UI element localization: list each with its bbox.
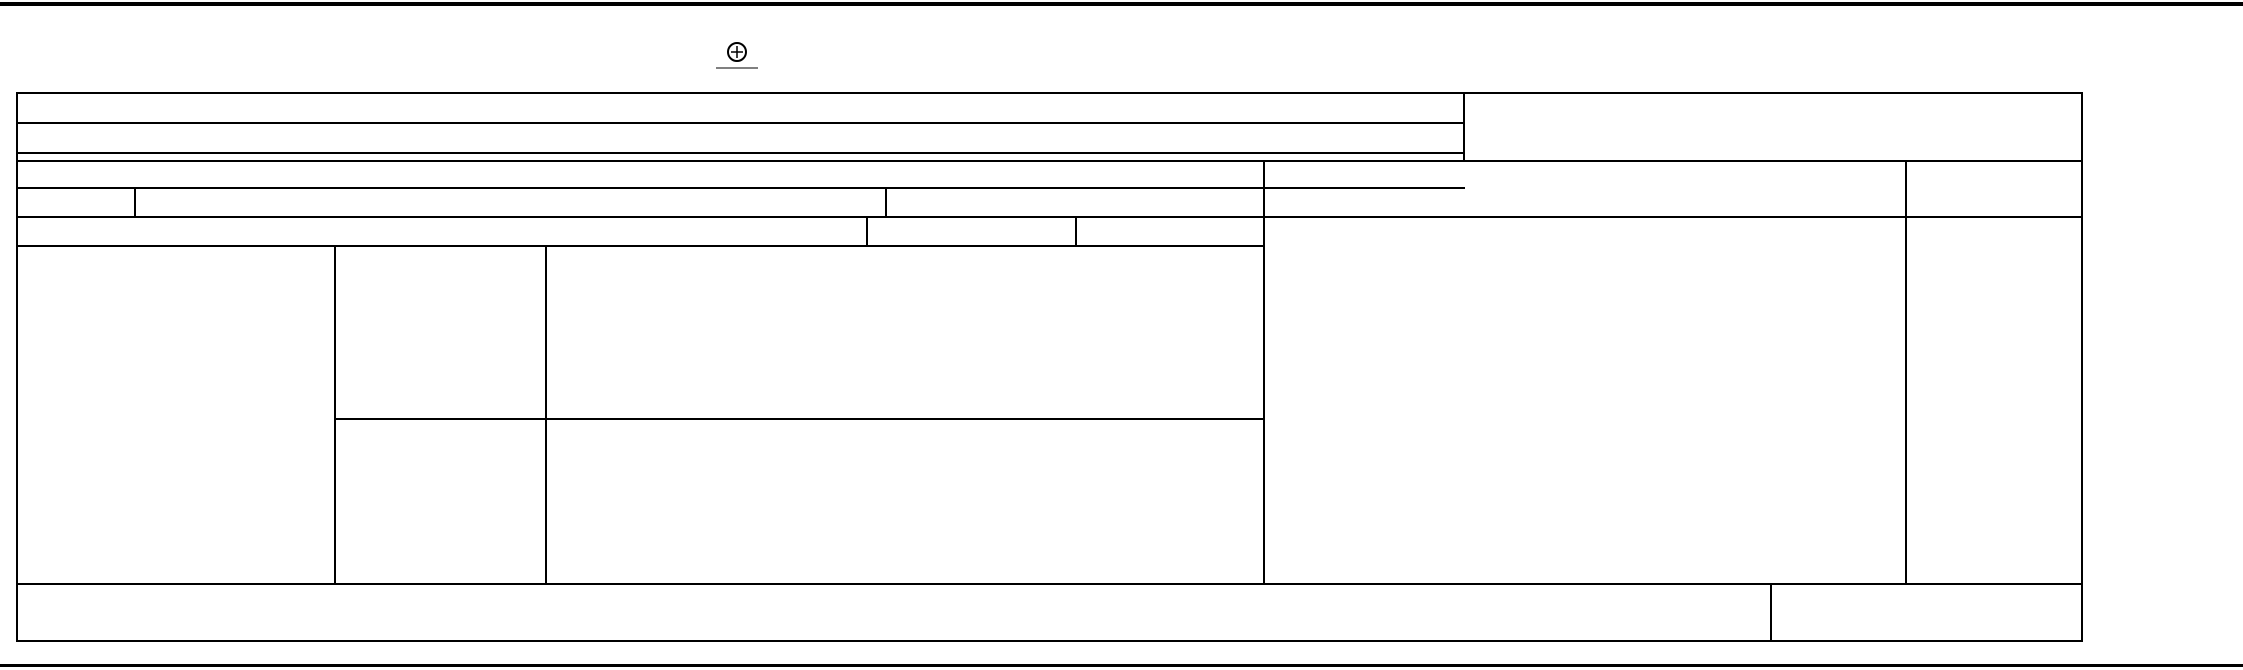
form-border-bottom <box>16 640 2083 642</box>
top-border <box>0 2 2243 6</box>
row-line <box>16 160 2083 162</box>
row-line <box>16 187 1465 189</box>
admision-cell <box>892 188 910 216</box>
col-line <box>134 187 136 218</box>
ciudad-cell <box>20 217 24 245</box>
col-line <box>545 245 547 585</box>
barcode <box>1296 28 1818 82</box>
observations-area[interactable] <box>1907 186 2081 582</box>
certipostal-logo <box>712 38 762 84</box>
nombre-row <box>20 93 25 122</box>
col-line <box>334 245 336 585</box>
col-line <box>1075 216 1077 247</box>
bottom-border <box>0 664 2243 667</box>
form-border-top <box>16 92 2083 94</box>
direccion-row <box>20 123 24 152</box>
row-line <box>334 418 1265 420</box>
tipo-row <box>20 158 25 187</box>
row-line <box>16 122 1465 124</box>
row-line <box>16 245 1265 247</box>
form-border-left <box>16 92 18 642</box>
col-line <box>1463 92 1465 162</box>
col-line <box>885 187 887 218</box>
col-line <box>1770 583 1772 642</box>
placa-cell <box>20 188 23 216</box>
id-cell <box>872 217 876 245</box>
row-line <box>16 583 2083 585</box>
signature-area[interactable] <box>1265 186 1905 582</box>
col-line <box>866 216 868 247</box>
form-border-right <box>2081 92 2083 642</box>
documento-cell <box>140 188 160 216</box>
row-line <box>16 152 1465 154</box>
